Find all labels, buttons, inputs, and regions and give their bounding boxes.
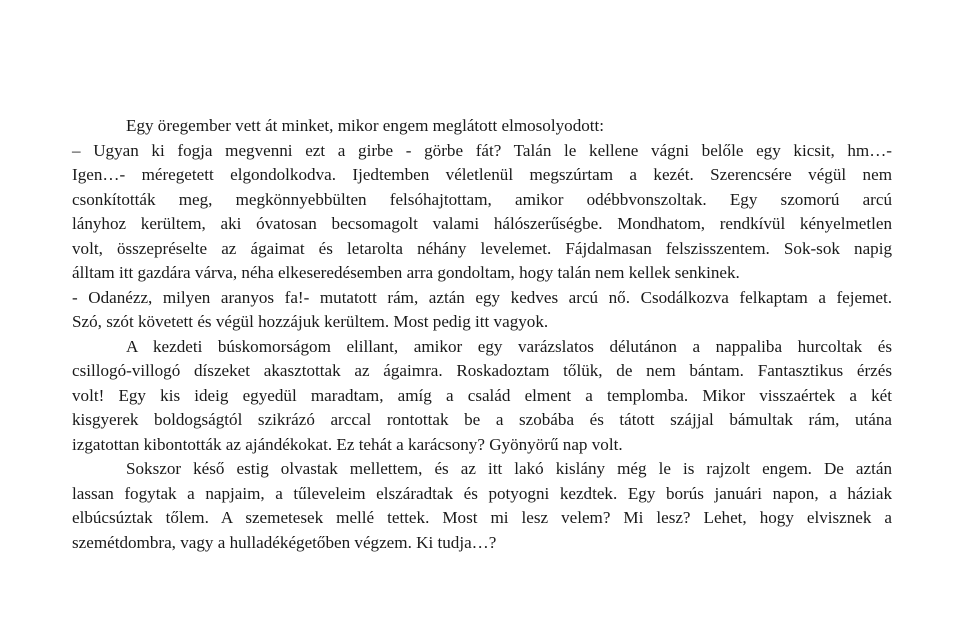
text-line: szemétdombra, vagy a hulladékégetőben végzem. Ki tudja…? xyxy=(72,532,497,552)
text-line: csonkították meg, megkönnyebbülten felsóhajtottam, amikor odébbvonszoltak. Egy szomorú arcú xyxy=(72,189,892,209)
text-line: volt, összepréselte az ágaimat és letarolta néhány levelemet. Fájdalmasan felszisszentem. Sok-sok napig xyxy=(72,238,892,258)
text-line: lányhoz kerültem, aki óvatosan becsomagolt valami hálószerűségbe. Mondhatom, rendkívül kényelmetlen xyxy=(72,214,892,233)
text-line: A kezdeti búskomorságom elillant, amikor egy varázslatos délutánon a nappaliba hurcoltak és xyxy=(126,336,892,356)
text-line: Szó, szót követett és végül hozzájuk kerültem. Most pedig itt vagyok. xyxy=(72,312,549,331)
text-line: csillogó-villogó díszeket akasztottak az ágaimra. Roskadoztam tőlük, de nem bántam. Fantasztikus érzés xyxy=(72,361,892,380)
text-line: lassan fogytak a napjaim, a tűleveleim elszáradtak és potyogni kezdtek. Egy borús januári napon, a háziak xyxy=(72,483,892,503)
text-line: elbúcsúztak tőlem. A szemetesek mellé tettek. Most mi lesz velem? Mi lesz? Lehet, hogy elvisznek a xyxy=(72,508,892,527)
text-line: álltam itt gazdára várva, néha elkeseredésemben arra gondoltam, hogy talán nem kellek senkinek. xyxy=(72,263,740,282)
text-line: Sokszor késő estig olvastak mellettem, és az itt lakó kislány még le is rajzolt engem. De aztán xyxy=(126,459,892,478)
text-line: – Ugyan ki fogja megvenni ezt a girbe - görbe fát? Talán le kellene vágni belőle egy kicsit, hm…- xyxy=(72,140,892,160)
text-line: kisgyerek boldogságtól szikrázó arccal rontottak be a szobába és tátott szájjal bámultak rám, utána xyxy=(72,410,892,429)
text-line: Egy öregember vett át minket, mikor engem meglátott elmosolyodott: xyxy=(126,116,605,135)
document-body xyxy=(72,114,892,555)
text-line: Igen…- méregetett elgondolkodva. Ijedtemben véletlenül megszúrtam a kezét. Szerencsére végül nem xyxy=(72,165,892,184)
text-line: izgatottan kibontották az ajándékokat. Ez tehát a karácsony? Gyönyörű nap volt. xyxy=(72,434,623,454)
text-line: volt! Egy kis ideig egyedül maradtam, amíg a család elment a templomba. Mikor visszaértek a két xyxy=(72,385,892,405)
text-line: - Odanézz, milyen aranyos fa!- mutatott rám, aztán egy kedves arcú nő. Csodálkozva felkaptam a fejemet. xyxy=(72,287,892,307)
